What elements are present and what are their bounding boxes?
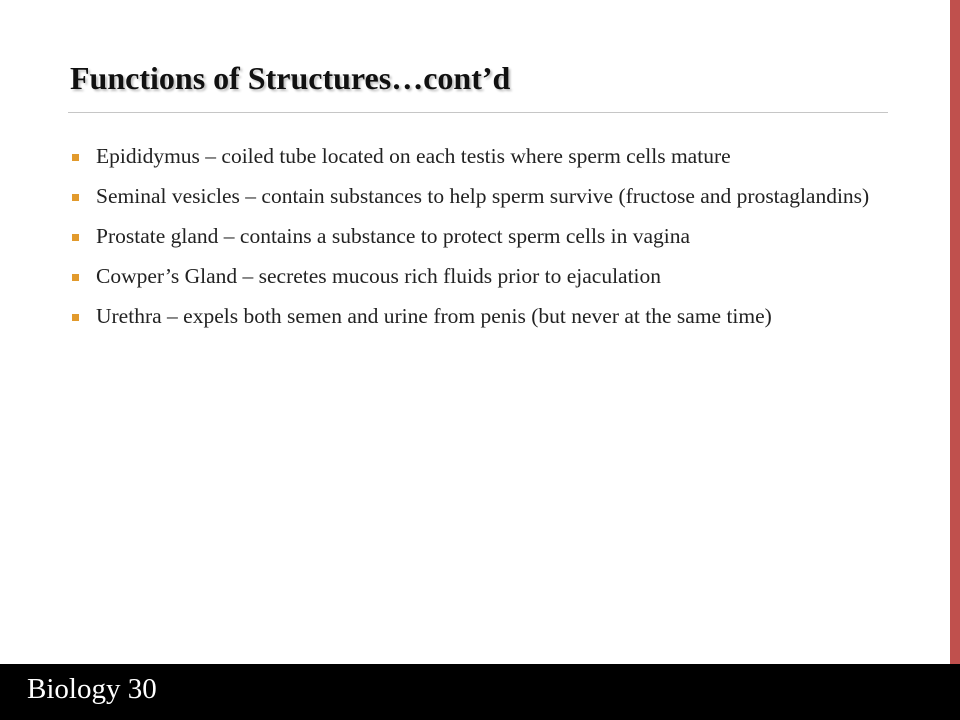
right-accent-bar — [950, 0, 960, 664]
bullet-item — [72, 223, 892, 250]
square-bullet-icon — [72, 274, 79, 281]
bullet-item — [72, 303, 892, 330]
bullet-text: Urethra – expels both semen and urine from penis (but never at the same time) — [96, 304, 772, 328]
square-bullet-icon — [72, 154, 79, 161]
slide-title: Functions of Structures…cont’d — [70, 60, 511, 96]
bullet-text: Seminal vesicles – contain substances to help sperm survive (fructose and prostaglandins) — [96, 184, 870, 208]
title-divider — [68, 112, 888, 113]
bullet-text: Cowper’s Gland – secretes mucous rich fluids prior to ejaculation — [96, 264, 662, 288]
footer-bar — [0, 664, 960, 720]
square-bullet-icon — [72, 234, 79, 241]
footer-course-label: Biology 30 — [27, 673, 157, 705]
bullet-item — [72, 263, 892, 290]
bullet-list — [72, 143, 892, 343]
bullet-text: Prostate gland – contains a substance to protect sperm cells in vagina — [96, 224, 691, 248]
bullet-text: Epididymus – coiled tube located on each testis where sperm cells mature — [96, 144, 731, 168]
square-bullet-icon — [72, 194, 79, 201]
bullet-item — [72, 183, 892, 210]
square-bullet-icon — [72, 314, 79, 321]
bullet-item — [72, 143, 892, 170]
